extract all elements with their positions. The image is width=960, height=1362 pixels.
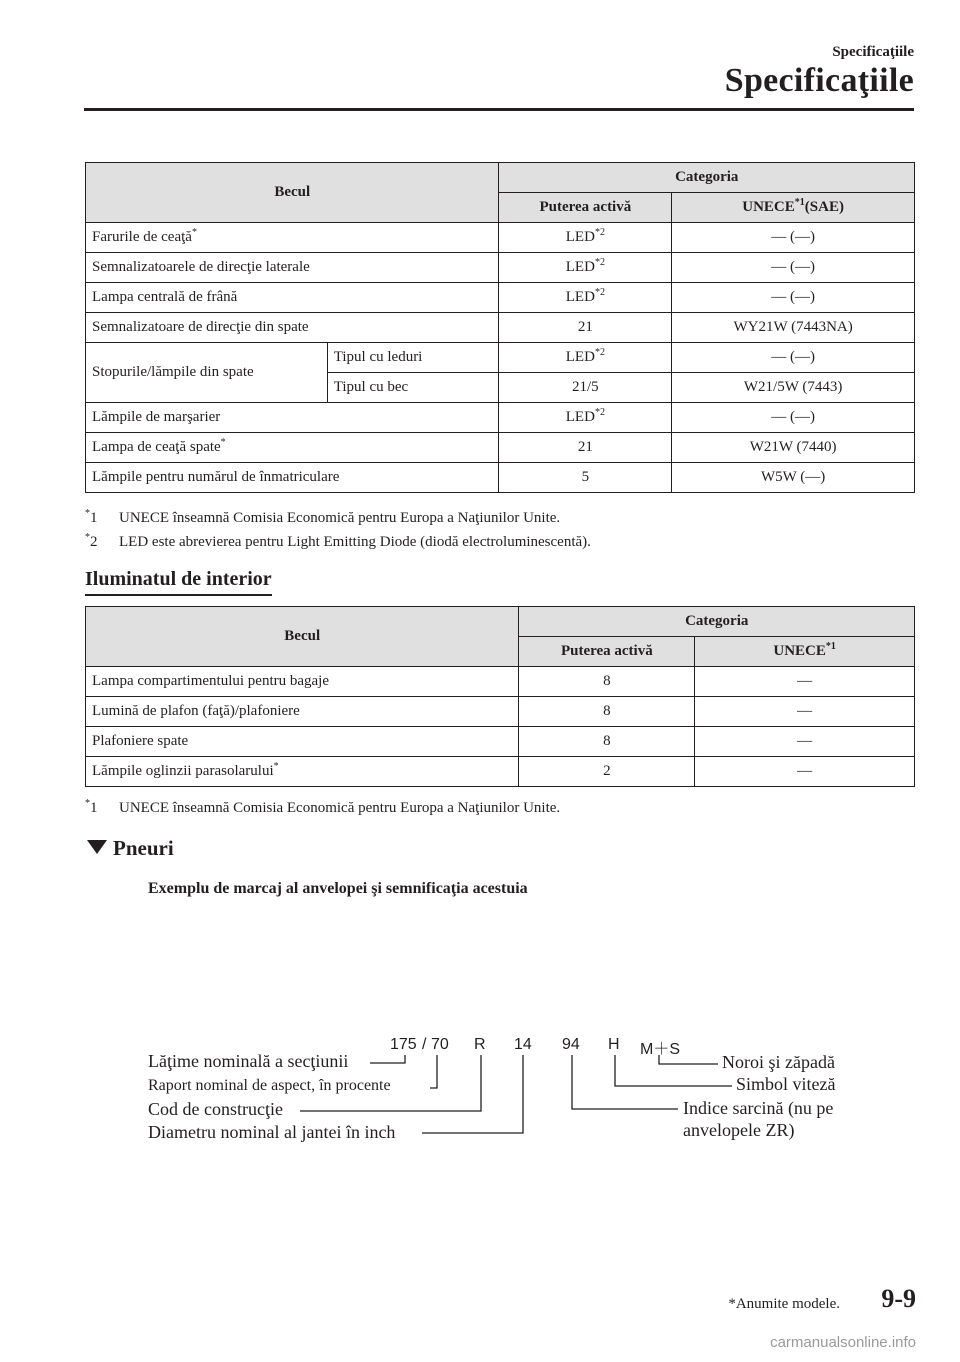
col-head-unece: UNECE$^{*1}$ [695, 637, 915, 667]
table-row: Lampa de ceaţă spate* 21 W21W (7440) [86, 433, 915, 463]
code-ms: M＋S [640, 1041, 681, 1058]
table-row: Lămpile pentru numărul de înmatriculare 5 W5W (—) [86, 463, 915, 493]
table-row: Lampa compartimentului pentru bagaje 8 — [86, 667, 915, 697]
col-head-category: Categoria [499, 163, 915, 193]
label-rim: Diametru nominal al jantei în inch [148, 1122, 396, 1142]
table-row: Tipul cu bec 21/5 W21/5W (7443) [86, 373, 915, 403]
exterior-bulb-table [85, 162, 915, 493]
label-speed: Simbol viteză [736, 1074, 836, 1094]
label-width: Lăţime nominală a secţiunii [148, 1051, 349, 1071]
label-load-line1: Indice sarcină (nu pe [683, 1098, 834, 1118]
label-aspect: Raport nominal de aspect, în procente [148, 1077, 391, 1094]
col-head-power: Puterea activă [499, 193, 672, 223]
leader-load [572, 1055, 678, 1109]
label-ms: Noroi şi zăpadă [722, 1052, 835, 1072]
code-load: 94 [562, 1036, 580, 1053]
col-head-power: Puterea activă [519, 637, 695, 667]
interior-lighting-title: Iluminatul de interior [85, 568, 272, 596]
table-row: Semnalizatoarele de direcţie laterale LED$^{*2}$ — (—) [86, 253, 915, 283]
leader-aspect [430, 1055, 437, 1088]
footer-note: *Anumite modele. [728, 1296, 840, 1312]
col-head-bulb: Becul [86, 607, 519, 667]
header-section-title: Specificaţiile [724, 62, 914, 99]
leader-speed [615, 1055, 732, 1086]
leader-rim [422, 1055, 523, 1133]
col-head-unece: UNECE$^{*1}$(SAE) [672, 193, 915, 223]
table-row: Stopurile/lămpile din spate Tipul cu leduri LED$^{*2}$ — (—) [86, 343, 915, 373]
code-slash: / [422, 1036, 427, 1053]
interior-bulb-table [85, 606, 915, 787]
triangle-bullet-icon [87, 840, 107, 854]
tires-title: Pneuri [87, 836, 174, 861]
footnote-1: *1 UNECE înseamnă Comisia Economică pentru Europa a Naţiunilor Unite. [85, 508, 561, 526]
table-row: Lămpile oglinzii parasolarului* 2 — [86, 757, 915, 787]
table-row: Farurile de ceaţă* LED$^{*2}$ — (—) [86, 223, 915, 253]
header-section-small: Specificaţiile [832, 44, 914, 60]
footnote-2: *2 LED este abrevierea pentru Light Emitting Diode (diodă electroluminescentă). [85, 532, 591, 550]
code-width: 175 [390, 1036, 417, 1053]
code-aspect: 70 [431, 1036, 449, 1053]
header-rule [84, 108, 914, 111]
label-load-line2: anvelopele ZR) [683, 1120, 795, 1140]
code-rim: 14 [514, 1036, 532, 1053]
tire-example-caption: Exemplu de marcaj al anvelopei şi semnificaţia acestuia [148, 880, 528, 897]
table-row: Plafoniere spate 8 — [86, 727, 915, 757]
page-number: 9-9 [881, 1284, 916, 1313]
col-head-bulb: Becul [86, 163, 499, 223]
col-head-category: Categoria [519, 607, 915, 637]
table-row: Lumină de plafon (faţă)/plafoniere 8 — [86, 697, 915, 727]
table-row: Lămpile de marşarier LED$^{*2}$ — (—) [86, 403, 915, 433]
table-row: Lampa centrală de frână LED$^{*2}$ — (—) [86, 283, 915, 313]
code-construction: R [474, 1036, 486, 1053]
code-speed: H [608, 1036, 620, 1053]
table-row: Semnalizatoare de direcţie din spate 21 WY21W (7443NA) [86, 313, 915, 343]
interior-footnote-1: *1 UNECE înseamnă Comisia Economică pentru Europa a Naţiunilor Unite. [85, 798, 561, 816]
leader-width [370, 1055, 405, 1063]
watermark: carmanualsonline.info [770, 1334, 916, 1351]
label-construction: Cod de construcţie [148, 1099, 283, 1119]
